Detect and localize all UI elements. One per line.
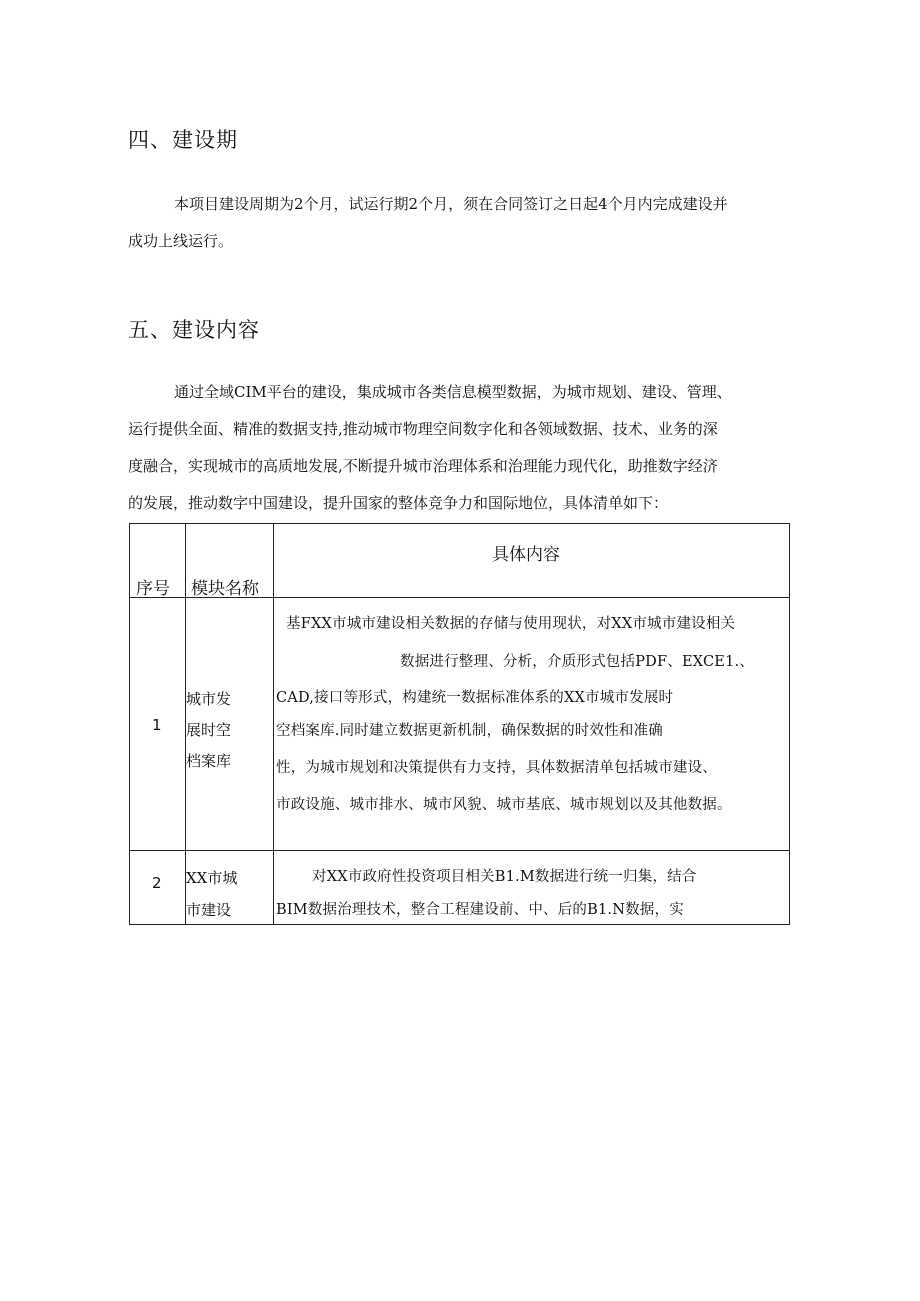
row-1-content-line: 市政设施、城市排水、城市风貌、城市基底、城市规划以及其他数据。 bbox=[276, 797, 732, 813]
module-line: 档案库 bbox=[186, 752, 232, 770]
module-line: 城市发 bbox=[186, 690, 232, 708]
row-1-index: 1 bbox=[152, 716, 162, 734]
header-module: 模块名称 bbox=[191, 579, 259, 599]
paragraph-line: 的发展，推动数字中国建设，提升国家的整体竞争力和国际地位，具体清单如下： bbox=[128, 494, 669, 512]
row-1-content-line: 性，为城市规划和决策提供有力支持，具体数据清单包括城市建设、 bbox=[276, 760, 717, 776]
header-index: 序号 bbox=[136, 579, 170, 599]
section-5-title: 五、建设内容 bbox=[128, 318, 260, 342]
row-1-module bbox=[186, 684, 231, 777]
construction-content-table bbox=[129, 523, 790, 925]
row-1-content-line: 数据进行整理、分析，介质形式包括PDF、EXCE1.、 bbox=[400, 654, 755, 670]
row-divider bbox=[130, 850, 789, 851]
row-1-content-line: 空档案库.同时建立数据更新机制，确保数据的时效性和准确 bbox=[276, 723, 664, 739]
paragraph-line: 运行提供全面、精准的数据支持,推动城市物理空间数字化和各领域数据、技术、业务的深 bbox=[128, 420, 718, 438]
paragraph-line: 本项目建设周期为2个月，试运行期2个月，须在合同签订之日起4个月内完成建设并 bbox=[174, 195, 728, 213]
section-5-paragraph bbox=[128, 374, 796, 522]
module-line: 展时空 bbox=[186, 721, 232, 739]
row-2-module bbox=[186, 862, 237, 926]
header-content: 具体内容 bbox=[492, 545, 560, 565]
column-divider bbox=[273, 524, 274, 924]
row-2-content-line: BIM数据治理技术，整合工程建设前、中、后的B1.N数据，实 bbox=[276, 902, 684, 918]
section-4-paragraph bbox=[128, 186, 796, 260]
row-2-content-line: 对XX市政府性投资项目相关B1.M数据进行统一归集，结合 bbox=[312, 869, 697, 885]
module-line: 市建设 bbox=[186, 901, 232, 919]
paragraph-line: 通过全域CIM平台的建设，集成城市各类信息模型数据，为城市规划、建设、管理、 bbox=[174, 383, 732, 401]
section-4-title: 四、建设期 bbox=[128, 128, 238, 152]
row-1-content-line: 基FXX市城市建设相关数据的存储与使用现状，对XX市城市建设相关 bbox=[286, 616, 736, 632]
paragraph-line: 度融合，实现城市的高质地发展,不断提升城市治理体系和治理能力现代化，助推数字经济 bbox=[128, 457, 718, 475]
row-1-content-line: CAD,接口等形式，构建统一数据标准体系的XX市城市发展时 bbox=[276, 690, 674, 706]
row-2-index: 2 bbox=[152, 874, 162, 892]
paragraph-line: 成功上线运行。 bbox=[128, 232, 234, 250]
module-line: XX市城 bbox=[186, 869, 238, 887]
